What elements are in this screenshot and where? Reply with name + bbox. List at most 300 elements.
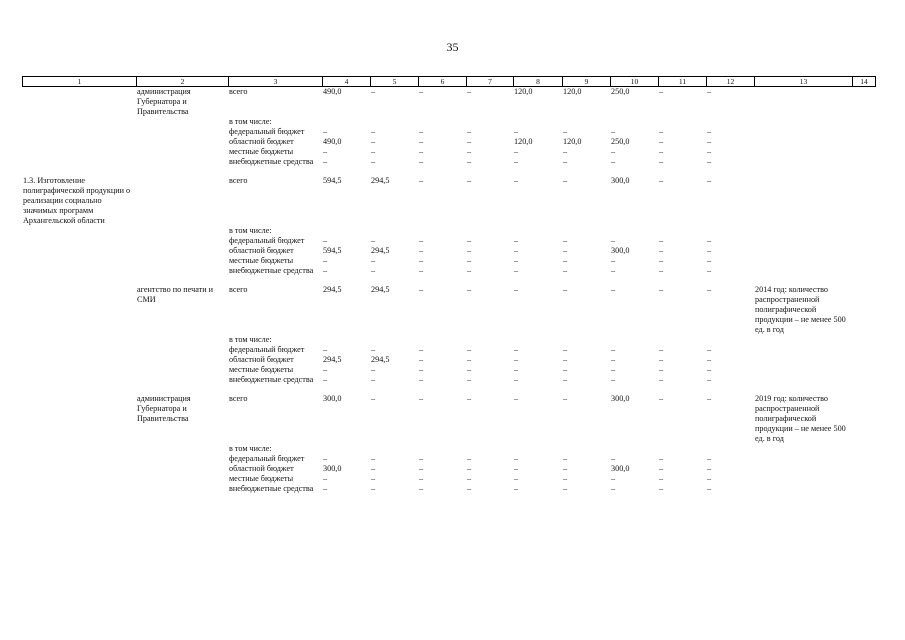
column-number-4: 4 <box>323 77 371 87</box>
activity-name-cell <box>22 157 136 167</box>
amount-cell: – <box>707 464 712 473</box>
note-cell <box>852 345 875 355</box>
section-spacer <box>22 385 875 394</box>
amount-cell <box>562 444 610 454</box>
amount-cell <box>418 117 466 127</box>
amount-cell: – <box>514 484 519 493</box>
table-row <box>22 375 875 385</box>
amount-cell: – <box>371 137 376 146</box>
amount-cell: – <box>707 147 712 156</box>
executor-cell <box>136 147 228 157</box>
column-number-7: 7 <box>467 77 514 87</box>
funding-source-cell: областной бюджет <box>229 137 294 146</box>
amount-cell: – <box>323 236 328 245</box>
amount-cell: – <box>467 236 472 245</box>
table-row <box>22 484 875 494</box>
section-spacer <box>22 167 875 176</box>
amount-cell <box>562 226 610 236</box>
target-indicator-cell <box>754 157 852 167</box>
table-row <box>22 365 875 375</box>
amount-cell: – <box>563 484 568 493</box>
note-cell <box>852 246 875 256</box>
amount-cell: – <box>659 474 664 483</box>
executor-cell <box>136 266 228 276</box>
activity-name-cell <box>22 474 136 484</box>
amount-cell: – <box>323 127 328 136</box>
amount-cell: – <box>707 176 712 185</box>
target-indicator-cell <box>754 355 852 365</box>
amount-cell: – <box>323 345 328 354</box>
amount-cell: – <box>371 127 376 136</box>
amount-cell: 120,0 <box>563 137 582 146</box>
note-cell <box>852 137 875 147</box>
amount-cell: – <box>323 266 328 275</box>
amount-cell <box>370 226 418 236</box>
amount-cell <box>322 444 370 454</box>
amount-cell: 294,5 <box>323 355 342 364</box>
target-indicator-cell <box>754 246 852 256</box>
amount-cell: 120,0 <box>563 87 582 96</box>
amount-cell: – <box>323 484 328 493</box>
amount-cell: – <box>707 474 712 483</box>
amount-cell <box>322 117 370 127</box>
amount-cell: – <box>707 394 712 403</box>
amount-cell <box>370 335 418 345</box>
amount-cell: – <box>514 246 519 255</box>
amount-cell <box>466 226 513 236</box>
amount-cell: – <box>467 365 472 374</box>
amount-cell: – <box>514 157 519 166</box>
amount-cell: – <box>371 474 376 483</box>
amount-cell: – <box>419 375 424 384</box>
amount-cell: – <box>659 176 664 185</box>
amount-cell: – <box>563 285 568 294</box>
amount-cell <box>658 117 706 127</box>
amount-cell <box>513 444 562 454</box>
activity-name-cell <box>22 454 136 464</box>
note-cell <box>852 444 875 454</box>
amount-cell: – <box>371 365 376 374</box>
amount-cell: – <box>611 355 616 364</box>
executor-cell: агентство по печати и СМИ <box>137 285 214 304</box>
executor-cell <box>136 355 228 365</box>
funding-source-cell: в том числе: <box>229 444 272 453</box>
table-row <box>22 246 875 256</box>
executor-cell <box>136 474 228 484</box>
amount-cell <box>706 335 754 345</box>
target-indicator-cell <box>754 176 852 226</box>
amount-cell: – <box>659 137 664 146</box>
funding-source-cell: местные бюджеты <box>229 474 294 483</box>
column-number-header <box>22 76 876 87</box>
amount-cell: 594,5 <box>323 246 342 255</box>
amount-cell <box>658 444 706 454</box>
amount-cell: – <box>563 365 568 374</box>
amount-cell: – <box>563 375 568 384</box>
amount-cell: – <box>419 454 424 463</box>
amount-cell: 300,0 <box>611 246 630 255</box>
funding-source-cell: внебюджетные средства <box>229 266 314 275</box>
executor-cell <box>136 117 228 127</box>
table-row <box>22 87 875 117</box>
note-cell <box>852 117 875 127</box>
amount-cell: – <box>467 484 472 493</box>
amount-cell: – <box>563 474 568 483</box>
note-cell <box>852 256 875 266</box>
note-cell <box>852 157 875 167</box>
amount-cell: – <box>514 345 519 354</box>
amount-cell: – <box>659 375 664 384</box>
amount-cell: – <box>707 484 712 493</box>
amount-cell <box>370 117 418 127</box>
target-indicator-cell <box>754 256 852 266</box>
amount-cell: – <box>707 345 712 354</box>
amount-cell: – <box>467 474 472 483</box>
activity-name-cell: 1.3. Изготовление полиграфической продукции о реализации социально значимых программ Архангельской области <box>23 176 131 225</box>
amount-cell: – <box>611 484 616 493</box>
column-number-10: 10 <box>611 77 659 87</box>
funding-source-cell: в том числе: <box>229 226 272 235</box>
amount-cell: – <box>467 355 472 364</box>
table-row <box>22 147 875 157</box>
amount-cell: – <box>467 464 472 473</box>
amount-cell: – <box>467 87 472 96</box>
note-cell <box>852 266 875 276</box>
amount-cell: 250,0 <box>611 137 630 146</box>
amount-cell: – <box>467 266 472 275</box>
table-row <box>22 464 875 474</box>
executor-cell <box>136 484 228 494</box>
amount-cell: 294,5 <box>371 246 390 255</box>
budget-table <box>22 87 875 494</box>
note-cell <box>852 147 875 157</box>
amount-cell: – <box>467 137 472 146</box>
column-number-13: 13 <box>755 77 853 87</box>
amount-cell: – <box>467 345 472 354</box>
activity-name-cell <box>22 285 136 335</box>
executor-cell <box>136 444 228 454</box>
column-number-12: 12 <box>707 77 755 87</box>
funding-source-cell: в том числе: <box>229 117 272 126</box>
table-row <box>22 444 875 454</box>
amount-cell <box>706 444 754 454</box>
amount-cell: – <box>419 484 424 493</box>
target-indicator-cell <box>754 365 852 375</box>
amount-cell: – <box>467 147 472 156</box>
amount-cell: – <box>371 157 376 166</box>
table-row <box>22 236 875 246</box>
note-cell <box>852 454 875 464</box>
amount-cell <box>562 117 610 127</box>
column-number-5: 5 <box>371 77 419 87</box>
amount-cell: – <box>659 365 664 374</box>
amount-cell: – <box>563 355 568 364</box>
amount-cell: 300,0 <box>323 464 342 473</box>
activity-name-cell <box>22 365 136 375</box>
target-indicator-cell <box>754 147 852 157</box>
executor-cell <box>136 246 228 256</box>
amount-cell: – <box>514 365 519 374</box>
amount-cell: – <box>514 464 519 473</box>
amount-cell <box>513 226 562 236</box>
activity-name-cell <box>22 256 136 266</box>
amount-cell: – <box>707 266 712 275</box>
note-cell <box>852 226 875 236</box>
amount-cell: – <box>323 157 328 166</box>
amount-cell: – <box>611 474 616 483</box>
funding-source-cell: местные бюджеты <box>229 256 294 265</box>
note-cell <box>852 464 875 474</box>
amount-cell <box>658 226 706 236</box>
target-indicator-cell: 2014 год: количество распространенной полиграфической продукции – не менее 500 ед. в год <box>755 285 846 334</box>
amount-cell <box>513 117 562 127</box>
amount-cell: – <box>323 375 328 384</box>
amount-cell: – <box>514 355 519 364</box>
amount-cell: – <box>467 246 472 255</box>
table-row <box>22 176 875 226</box>
amount-cell: – <box>707 454 712 463</box>
amount-cell: – <box>419 87 424 96</box>
column-number-9: 9 <box>563 77 611 87</box>
amount-cell <box>706 117 754 127</box>
amount-cell: – <box>611 157 616 166</box>
executor-cell <box>136 137 228 147</box>
column-number-11: 11 <box>659 77 707 87</box>
amount-cell <box>466 444 513 454</box>
target-indicator-cell <box>754 226 852 236</box>
amount-cell: – <box>707 246 712 255</box>
target-indicator-cell <box>754 236 852 246</box>
executor-cell <box>136 157 228 167</box>
amount-cell: – <box>659 236 664 245</box>
target-indicator-cell <box>754 335 852 345</box>
amount-cell: – <box>514 454 519 463</box>
amount-cell: – <box>323 256 328 265</box>
amount-cell: – <box>611 256 616 265</box>
funding-source-cell: всего <box>229 394 248 403</box>
amount-cell: – <box>563 394 568 403</box>
column-number-14: 14 <box>853 77 876 87</box>
amount-cell: – <box>371 464 376 473</box>
amount-cell: – <box>659 285 664 294</box>
amount-cell: – <box>323 365 328 374</box>
amount-cell: – <box>467 127 472 136</box>
amount-cell: – <box>707 157 712 166</box>
note-cell <box>852 484 875 494</box>
amount-cell <box>658 335 706 345</box>
funding-source-cell: всего <box>229 176 248 185</box>
amount-cell: – <box>659 454 664 463</box>
note-cell <box>852 394 875 444</box>
amount-cell: – <box>707 256 712 265</box>
amount-cell: – <box>419 285 424 294</box>
amount-cell: – <box>563 157 568 166</box>
amount-cell: – <box>563 266 568 275</box>
amount-cell: – <box>467 375 472 384</box>
target-indicator-cell <box>754 127 852 137</box>
amount-cell: – <box>611 454 616 463</box>
amount-cell: – <box>611 127 616 136</box>
amount-cell <box>466 335 513 345</box>
amount-cell: – <box>419 176 424 185</box>
note-cell <box>852 365 875 375</box>
target-indicator-cell <box>754 117 852 127</box>
amount-cell <box>370 444 418 454</box>
amount-cell: 294,5 <box>371 176 390 185</box>
amount-cell: – <box>419 266 424 275</box>
amount-cell <box>322 226 370 236</box>
amount-cell: – <box>323 147 328 156</box>
amount-cell: – <box>467 256 472 265</box>
amount-cell: – <box>659 394 664 403</box>
funding-source-cell: областной бюджет <box>229 464 294 473</box>
note-cell <box>852 335 875 345</box>
amount-cell: – <box>371 87 376 96</box>
funding-source-cell: федеральный бюджет <box>229 454 305 463</box>
executor-cell <box>136 176 228 226</box>
amount-cell: – <box>611 147 616 156</box>
section-spacer <box>22 276 875 285</box>
table-row <box>22 285 875 335</box>
funding-source-cell: внебюджетные средства <box>229 484 314 493</box>
note-cell <box>852 176 875 226</box>
table-row <box>22 137 875 147</box>
amount-cell: – <box>371 345 376 354</box>
amount-cell <box>513 335 562 345</box>
amount-cell: – <box>611 375 616 384</box>
amount-cell: 294,5 <box>323 285 342 294</box>
funding-source-cell: областной бюджет <box>229 246 294 255</box>
page-number: 35 <box>446 40 459 54</box>
executor-cell: администрация Губернатора и Правительства <box>137 394 191 423</box>
amount-cell: – <box>371 394 376 403</box>
funding-source-cell: внебюджетные средства <box>229 375 314 384</box>
amount-cell: – <box>563 236 568 245</box>
table-row <box>22 117 875 127</box>
activity-name-cell <box>22 335 136 345</box>
amount-cell: – <box>659 127 664 136</box>
amount-cell: – <box>514 266 519 275</box>
funding-source-cell: в том числе: <box>229 335 272 344</box>
funding-source-cell: федеральный бюджет <box>229 236 305 245</box>
amount-cell: – <box>563 464 568 473</box>
amount-cell: – <box>514 375 519 384</box>
table-row <box>22 335 875 345</box>
amount-cell: – <box>707 87 712 96</box>
amount-cell: – <box>419 236 424 245</box>
note-cell <box>852 236 875 246</box>
amount-cell: – <box>563 176 568 185</box>
amount-cell <box>706 226 754 236</box>
target-indicator-cell <box>754 345 852 355</box>
amount-cell: 490,0 <box>323 137 342 146</box>
amount-cell: – <box>707 236 712 245</box>
activity-name-cell <box>22 87 136 117</box>
amount-cell: – <box>419 464 424 473</box>
activity-name-cell <box>22 394 136 444</box>
amount-cell: – <box>371 147 376 156</box>
amount-cell: – <box>323 474 328 483</box>
amount-cell: 120,0 <box>514 137 533 146</box>
amount-cell: – <box>419 394 424 403</box>
funding-source-cell: федеральный бюджет <box>229 345 305 354</box>
funding-source-cell: всего <box>229 87 248 96</box>
table-row <box>22 474 875 484</box>
executor-cell: администрация Губернатора и Правительства <box>137 87 191 116</box>
amount-cell: – <box>707 375 712 384</box>
amount-cell: – <box>707 365 712 374</box>
executor-cell <box>136 127 228 137</box>
table-row <box>22 355 875 365</box>
amount-cell: – <box>514 474 519 483</box>
amount-cell: – <box>563 246 568 255</box>
amount-cell: – <box>707 285 712 294</box>
amount-cell: 120,0 <box>514 87 533 96</box>
amount-cell <box>418 226 466 236</box>
target-indicator-cell <box>754 375 852 385</box>
amount-cell: – <box>707 127 712 136</box>
amount-cell: – <box>514 176 519 185</box>
target-indicator-cell <box>754 444 852 454</box>
amount-cell: – <box>707 137 712 146</box>
amount-cell: 294,5 <box>371 355 390 364</box>
table-row <box>22 127 875 137</box>
amount-cell: – <box>467 454 472 463</box>
amount-cell: – <box>419 246 424 255</box>
activity-name-cell <box>22 246 136 256</box>
target-indicator-cell <box>754 266 852 276</box>
funding-source-cell: федеральный бюджет <box>229 127 305 136</box>
amount-cell: – <box>419 147 424 156</box>
amount-cell: – <box>419 474 424 483</box>
activity-name-cell <box>22 464 136 474</box>
amount-cell <box>562 335 610 345</box>
amount-cell: – <box>659 484 664 493</box>
note-cell <box>852 127 875 137</box>
amount-cell: – <box>659 256 664 265</box>
target-indicator-cell <box>754 474 852 484</box>
executor-cell <box>136 365 228 375</box>
amount-cell: – <box>659 147 664 156</box>
funding-source-cell: местные бюджеты <box>229 365 294 374</box>
amount-cell <box>466 117 513 127</box>
amount-cell: – <box>659 266 664 275</box>
activity-name-cell <box>22 355 136 365</box>
amount-cell: 490,0 <box>323 87 342 96</box>
amount-cell: 300,0 <box>611 176 630 185</box>
amount-cell: 250,0 <box>611 87 630 96</box>
note-cell <box>852 474 875 484</box>
amount-cell <box>610 226 658 236</box>
executor-cell <box>136 226 228 236</box>
amount-cell: – <box>563 454 568 463</box>
table-row <box>22 266 875 276</box>
amount-cell: – <box>419 137 424 146</box>
note-cell <box>852 375 875 385</box>
amount-cell: – <box>419 157 424 166</box>
activity-name-cell <box>22 226 136 236</box>
table-row <box>22 345 875 355</box>
amount-cell <box>418 335 466 345</box>
target-indicator-cell <box>754 137 852 147</box>
amount-cell: 300,0 <box>611 394 630 403</box>
column-number-2: 2 <box>137 77 229 87</box>
amount-cell <box>418 444 466 454</box>
amount-cell <box>322 335 370 345</box>
table-row <box>22 394 875 444</box>
amount-cell: – <box>611 236 616 245</box>
amount-cell: – <box>419 345 424 354</box>
